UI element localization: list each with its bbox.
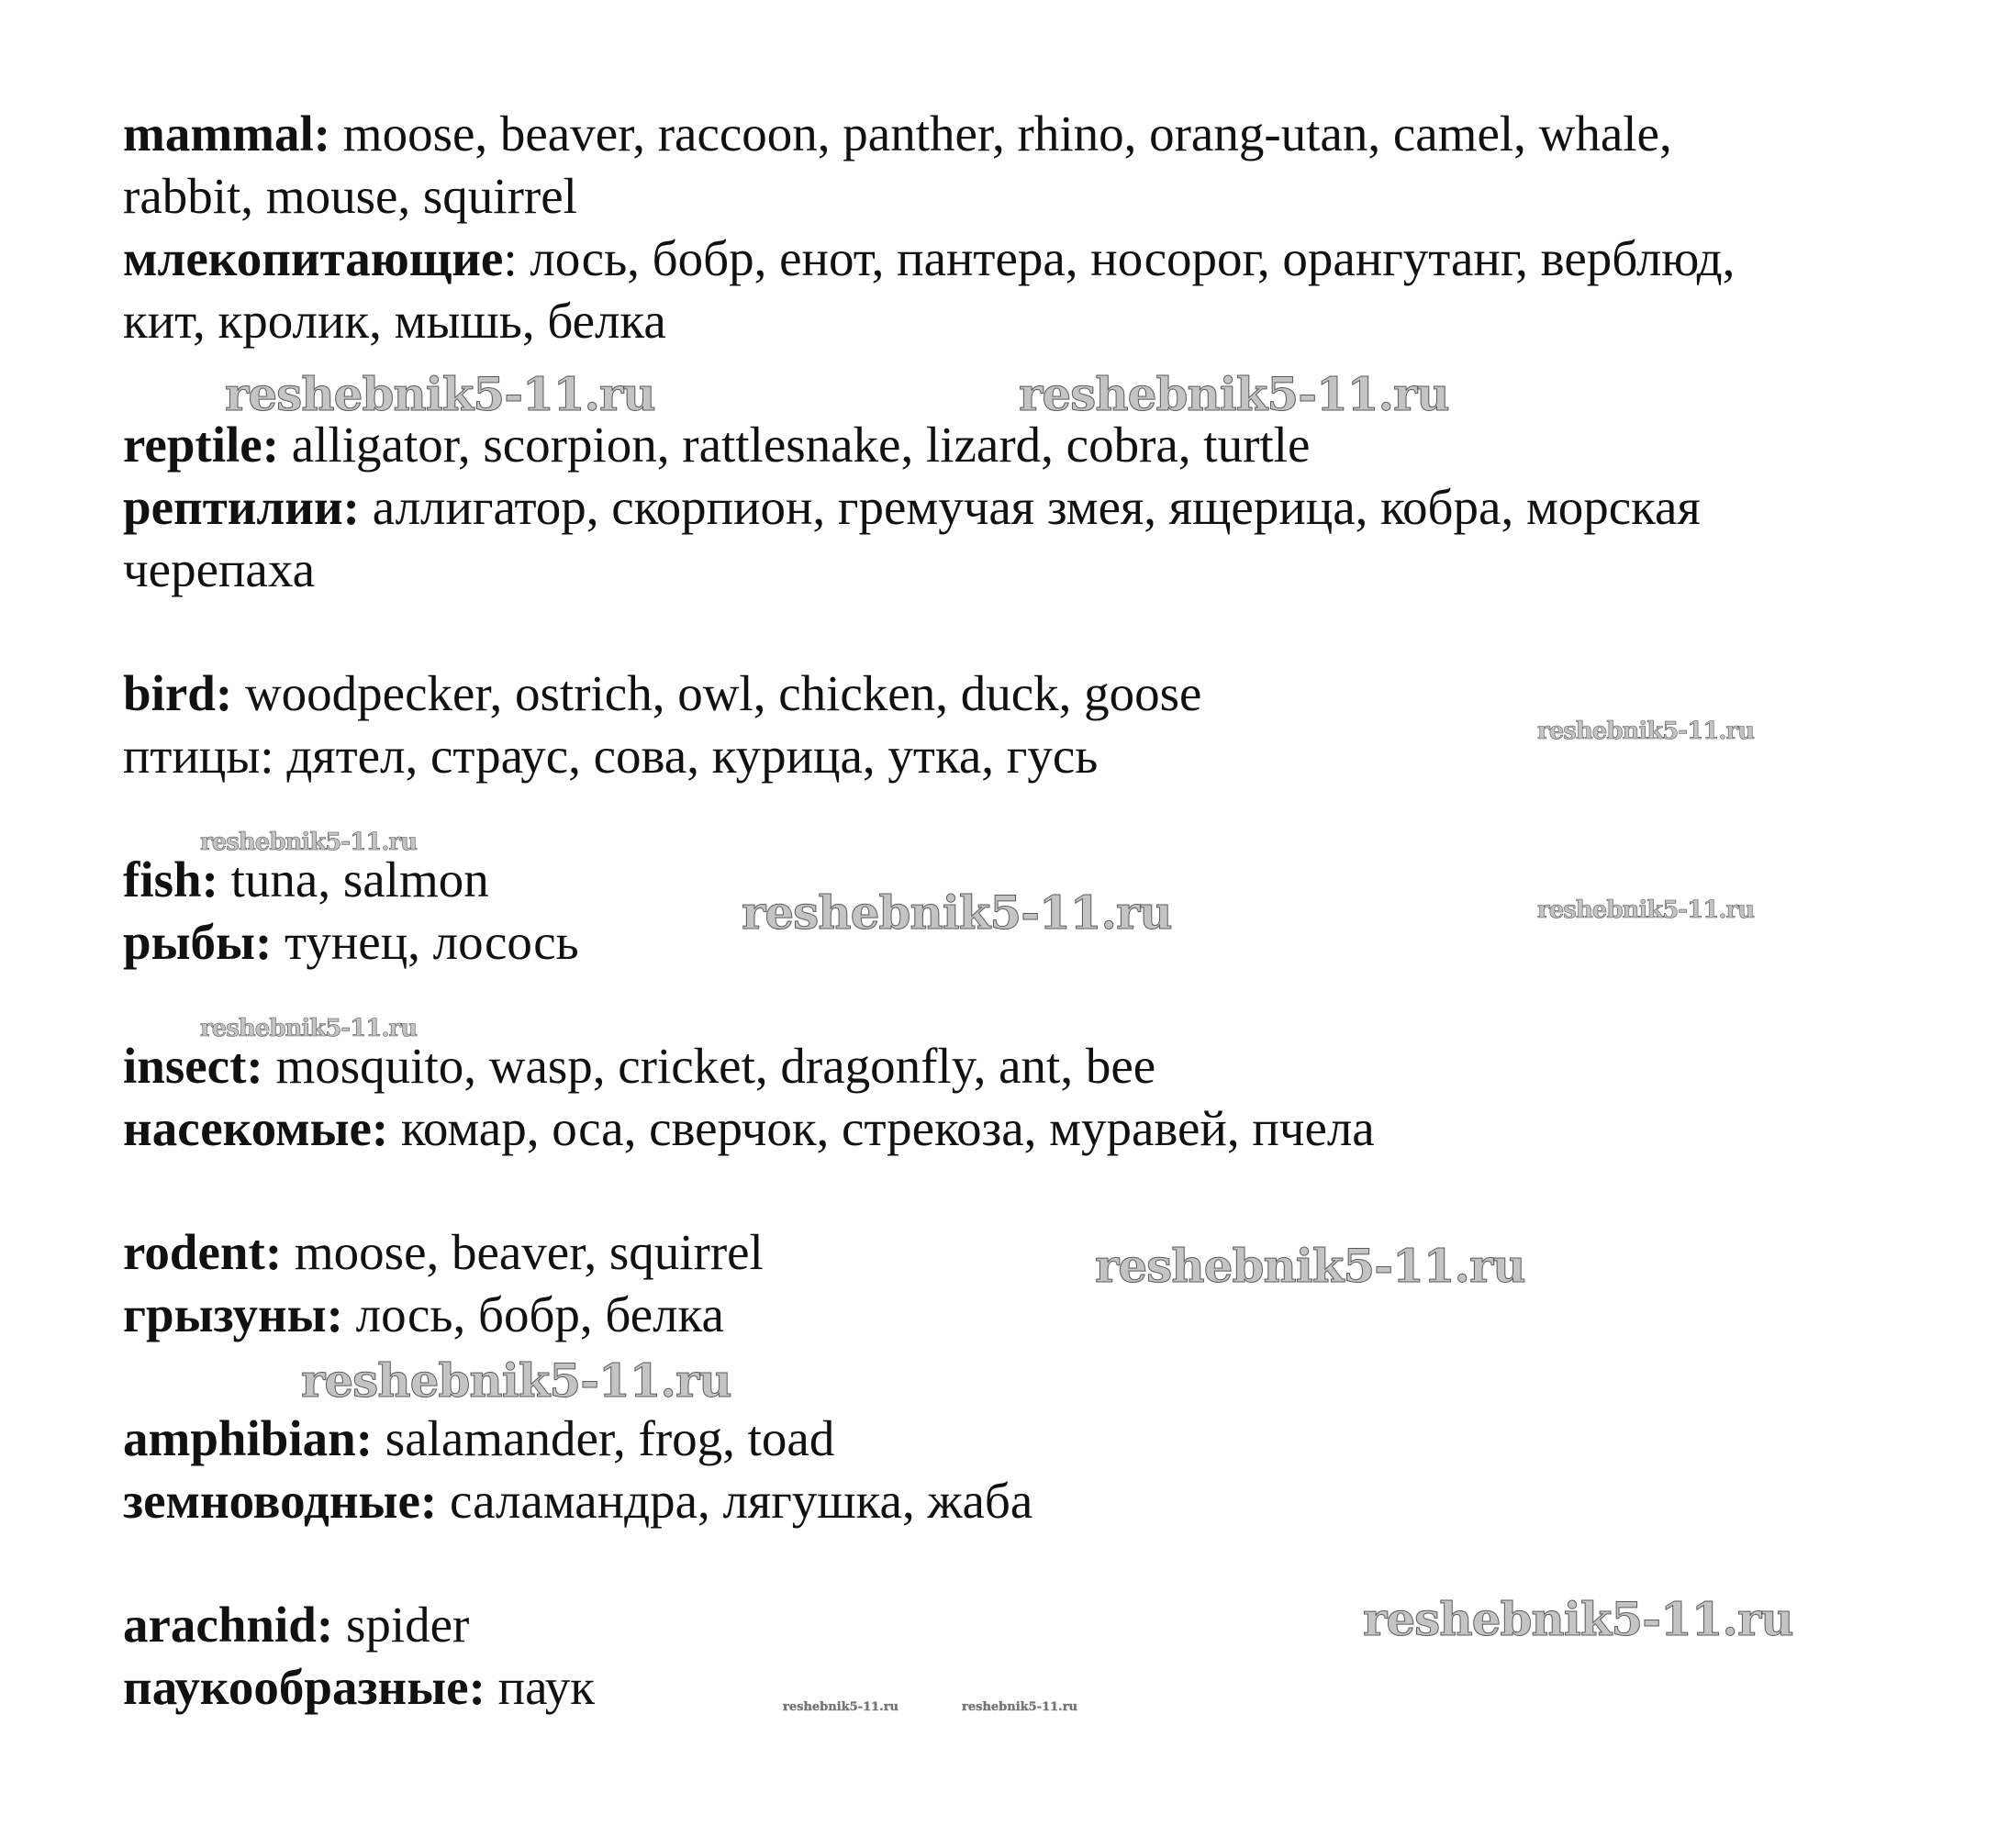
bird-ru-line (123, 725, 1098, 787)
fish-ru-line (123, 911, 579, 974)
reptile-ru-line (123, 476, 1701, 539)
term-label: reptile: (123, 417, 280, 473)
watermark: reshebnik5-11.ru (1019, 367, 1449, 421)
items-text: птицы: дятел, страус, сова, курица, утка, гусь (123, 728, 1099, 784)
items-text: черепаха (123, 541, 316, 597)
insect-en-line (123, 1035, 1155, 1097)
term-label: mammal: (123, 106, 331, 161)
watermark: reshebnik5-11.ru (1363, 1592, 1793, 1646)
amphibian-en-line (123, 1408, 834, 1470)
arachnid-en-line (123, 1594, 469, 1656)
reptile-ru-line-cont (123, 539, 315, 601)
items-text: комар, оса, сверчок, стрекоза, муравей, пчела (400, 1100, 1375, 1156)
term-label: насекомые: (123, 1100, 389, 1156)
items-text: rabbit, mouse, squirrel (123, 168, 577, 224)
watermark: reshebnik5-11.ru (742, 885, 1172, 940)
mammal-ru-line-cont (123, 290, 666, 352)
term-label: грызуны: (123, 1286, 343, 1342)
watermark: reshebnik5-11.ru (1095, 1239, 1525, 1293)
mammal-ru-line (123, 228, 1735, 290)
colon: : (503, 230, 518, 286)
items-text: tuna, salmon (230, 852, 489, 907)
items-text: mosquito, wasp, cricket, dragonfly, ant, bee (275, 1038, 1156, 1094)
arachnid-ru-line (123, 1656, 595, 1719)
term-label: amphibian: (123, 1410, 374, 1466)
rodent-ru-line (123, 1284, 724, 1346)
items-text: лось, бобр, белка (355, 1286, 724, 1342)
items-text: woodpecker, ostrich, owl, chicken, duck, goose (244, 665, 1202, 721)
watermark: reshebnik5-11.ru (1537, 896, 1755, 924)
term-label: rodent: (123, 1224, 283, 1280)
items-text: spider (345, 1597, 470, 1653)
term-label: insect: (123, 1038, 263, 1094)
term-label: рептилии: (123, 479, 360, 535)
items-text: саламандра, лягушка, жаба (449, 1473, 1033, 1529)
watermark: reshebnik5-11.ru (962, 1700, 1078, 1714)
term-label: bird: (123, 665, 233, 721)
items-text: аллигатор, скорпион, гремучая змея, ящерица, кобра, морская (372, 479, 1701, 535)
term-label: arachnid: (123, 1597, 334, 1653)
watermark: reshebnik5-11.ru (1537, 718, 1755, 745)
items-text: moose, beaver, squirrel (294, 1224, 764, 1280)
term-label: fish: (123, 852, 218, 907)
watermark: reshebnik5-11.ru (783, 1700, 899, 1714)
items-text: паук (497, 1659, 595, 1715)
term-label: паукообразные: (123, 1659, 486, 1715)
amphibian-ru-line (123, 1470, 1032, 1532)
items-text: moose, beaver, raccoon, panther, rhino, orang-utan, camel, whale, (342, 106, 1672, 161)
items-text: salamander, frog, toad (385, 1410, 835, 1466)
term-label: земноводные: (123, 1473, 438, 1529)
watermark: reshebnik5-11.ru (301, 1353, 731, 1408)
watermark: reshebnik5-11.ru (200, 829, 418, 856)
reptile-en-line (123, 414, 1310, 476)
watermark: reshebnik5-11.ru (200, 1015, 418, 1042)
items-text: тунец, лосось (285, 914, 579, 970)
insect-ru-line (123, 1097, 1375, 1160)
fish-en-line (123, 849, 489, 911)
items-text: кит, кролик, мышь, белка (123, 293, 666, 349)
items-text: лось, бобр, енот, пантера, носорог, орангутанг, верблюд, (530, 230, 1736, 286)
items-text: alligator, scorpion, rattlesnake, lizard, cobra, turtle (291, 417, 1311, 473)
watermark: reshebnik5-11.ru (225, 367, 655, 421)
mammal-en-line (123, 103, 1672, 165)
term-label: рыбы: (123, 914, 273, 970)
mammal-en-line-cont (123, 165, 577, 228)
term-label: млекопитающие (123, 230, 504, 286)
rodent-en-line (123, 1221, 764, 1284)
bird-en-line (123, 662, 1201, 725)
